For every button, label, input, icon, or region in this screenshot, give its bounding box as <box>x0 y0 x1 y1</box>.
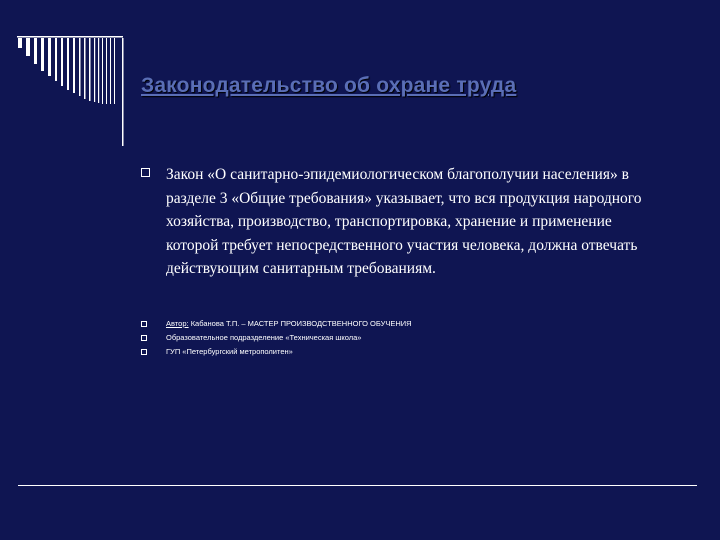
credit-item-organization <box>141 346 581 360</box>
credit-item-school <box>141 332 581 346</box>
hollow-square-bullet-icon <box>141 321 147 327</box>
credit-text: Образовательное подразделение «Техническая школа» <box>166 333 362 342</box>
slide-title: Законодательство об охране труда <box>141 74 517 97</box>
decorative-bars-graphic <box>17 36 127 148</box>
hollow-square-bullet-icon <box>141 349 147 355</box>
hollow-square-bullet-icon <box>141 168 150 177</box>
author-label: Автор: <box>166 319 189 328</box>
bottom-divider <box>18 485 697 486</box>
author-name: Кабанова Т.П. – МАСТЕР ПРОИЗВОДСТВЕННОГО ОБУЧЕНИЯ <box>188 319 412 328</box>
decorative-bars <box>17 36 127 146</box>
credit-item-author <box>141 318 581 332</box>
credits-list <box>141 318 581 360</box>
hollow-square-bullet-icon <box>141 335 147 341</box>
credit-text: ГУП «Петербургский метрополитен» <box>166 347 293 356</box>
credit-text <box>166 318 412 330</box>
main-bullet-text: Закон «О санитарно-эпидемиологическом благополучии населения» в разделе 3 «Общие требования» указывает, что вся продукция народного хозяйства, производство, транспортировка, хранение и применение которой требует непосредственного участия человека, должна отвечать действующим санитарным требованиям. <box>166 166 642 277</box>
